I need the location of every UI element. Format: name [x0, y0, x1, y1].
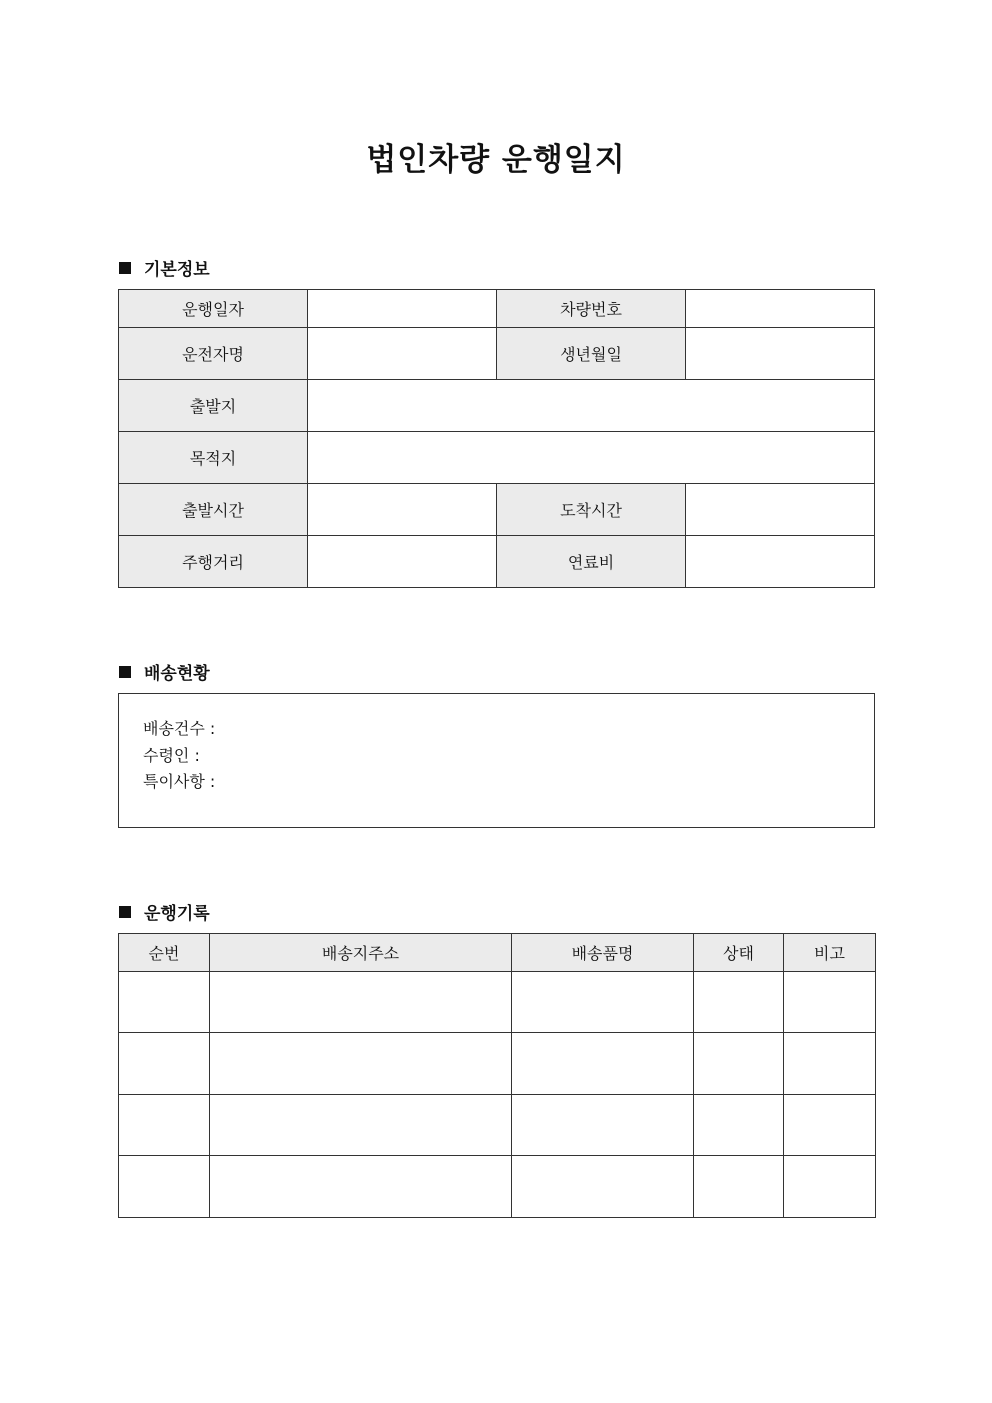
departure-time-field[interactable] — [308, 484, 497, 536]
origin-label: 출발지 — [119, 380, 308, 432]
delivery-count-label: 배송건수 : — [143, 719, 216, 738]
remarks-cell[interactable] — [784, 972, 876, 1033]
origin-field[interactable] — [308, 380, 875, 432]
remarks-cell[interactable] — [784, 1033, 876, 1095]
remarks-cell[interactable] — [784, 1156, 876, 1218]
seq-cell[interactable] — [119, 972, 210, 1033]
seq-cell[interactable] — [119, 1095, 210, 1156]
square-bullet-icon — [119, 262, 131, 274]
page-title: 법인차량 운행일지 — [366, 142, 626, 178]
square-bullet-icon — [119, 666, 131, 678]
driver-name-field[interactable] — [308, 328, 497, 380]
driving-log-table — [118, 933, 876, 1218]
basic-info-table — [118, 289, 875, 588]
seq-cell[interactable] — [119, 1033, 210, 1095]
table-row — [119, 1095, 876, 1156]
table-row — [119, 1033, 876, 1095]
status-cell[interactable] — [694, 1156, 784, 1218]
status-cell[interactable] — [694, 972, 784, 1033]
status-cell[interactable] — [694, 1033, 784, 1095]
header-status: 상태 — [694, 934, 784, 972]
section-title: 운행기록 — [144, 904, 210, 924]
notes-label: 특이사항 : — [143, 772, 216, 791]
item-cell[interactable] — [512, 1095, 694, 1156]
seq-cell[interactable] — [119, 1156, 210, 1218]
receiver-label: 수령인 : — [143, 746, 200, 765]
header-seq: 순번 — [119, 934, 210, 972]
destination-label: 목적지 — [119, 432, 308, 484]
section-driving-log — [119, 899, 210, 924]
date-label: 운행일자 — [119, 290, 308, 328]
vehicle-number-field[interactable] — [686, 290, 875, 328]
distance-label: 주행거리 — [119, 536, 308, 588]
birth-date-label: 생년월일 — [497, 328, 686, 380]
item-cell[interactable] — [512, 1156, 694, 1218]
arrival-time-label: 도착시간 — [497, 484, 686, 536]
section-delivery-status — [119, 659, 210, 684]
fuel-cost-label: 연료비 — [497, 536, 686, 588]
section-title: 기본정보 — [144, 260, 210, 280]
address-cell[interactable] — [210, 972, 512, 1033]
table-row — [119, 1156, 876, 1218]
item-cell[interactable] — [512, 972, 694, 1033]
square-bullet-icon — [119, 906, 131, 918]
vehicle-number-label: 차량번호 — [497, 290, 686, 328]
address-cell[interactable] — [210, 1156, 512, 1218]
remarks-cell[interactable] — [784, 1095, 876, 1156]
arrival-time-field[interactable] — [686, 484, 875, 536]
header-item: 배송품명 — [512, 934, 694, 972]
header-address: 배송지주소 — [210, 934, 512, 972]
section-title: 배송현황 — [144, 664, 210, 684]
date-field[interactable] — [308, 290, 497, 328]
table-row — [119, 972, 876, 1033]
header-remarks: 비고 — [784, 934, 876, 972]
departure-time-label: 출발시간 — [119, 484, 308, 536]
distance-field[interactable] — [308, 536, 497, 588]
address-cell[interactable] — [210, 1033, 512, 1095]
status-cell[interactable] — [694, 1095, 784, 1156]
fuel-cost-field[interactable] — [686, 536, 875, 588]
section-basic-info — [119, 255, 210, 280]
birth-date-field[interactable] — [686, 328, 875, 380]
destination-field[interactable] — [308, 432, 875, 484]
item-cell[interactable] — [512, 1033, 694, 1095]
driver-name-label: 운전자명 — [119, 328, 308, 380]
delivery-status-box[interactable] — [118, 693, 875, 828]
address-cell[interactable] — [210, 1095, 512, 1156]
